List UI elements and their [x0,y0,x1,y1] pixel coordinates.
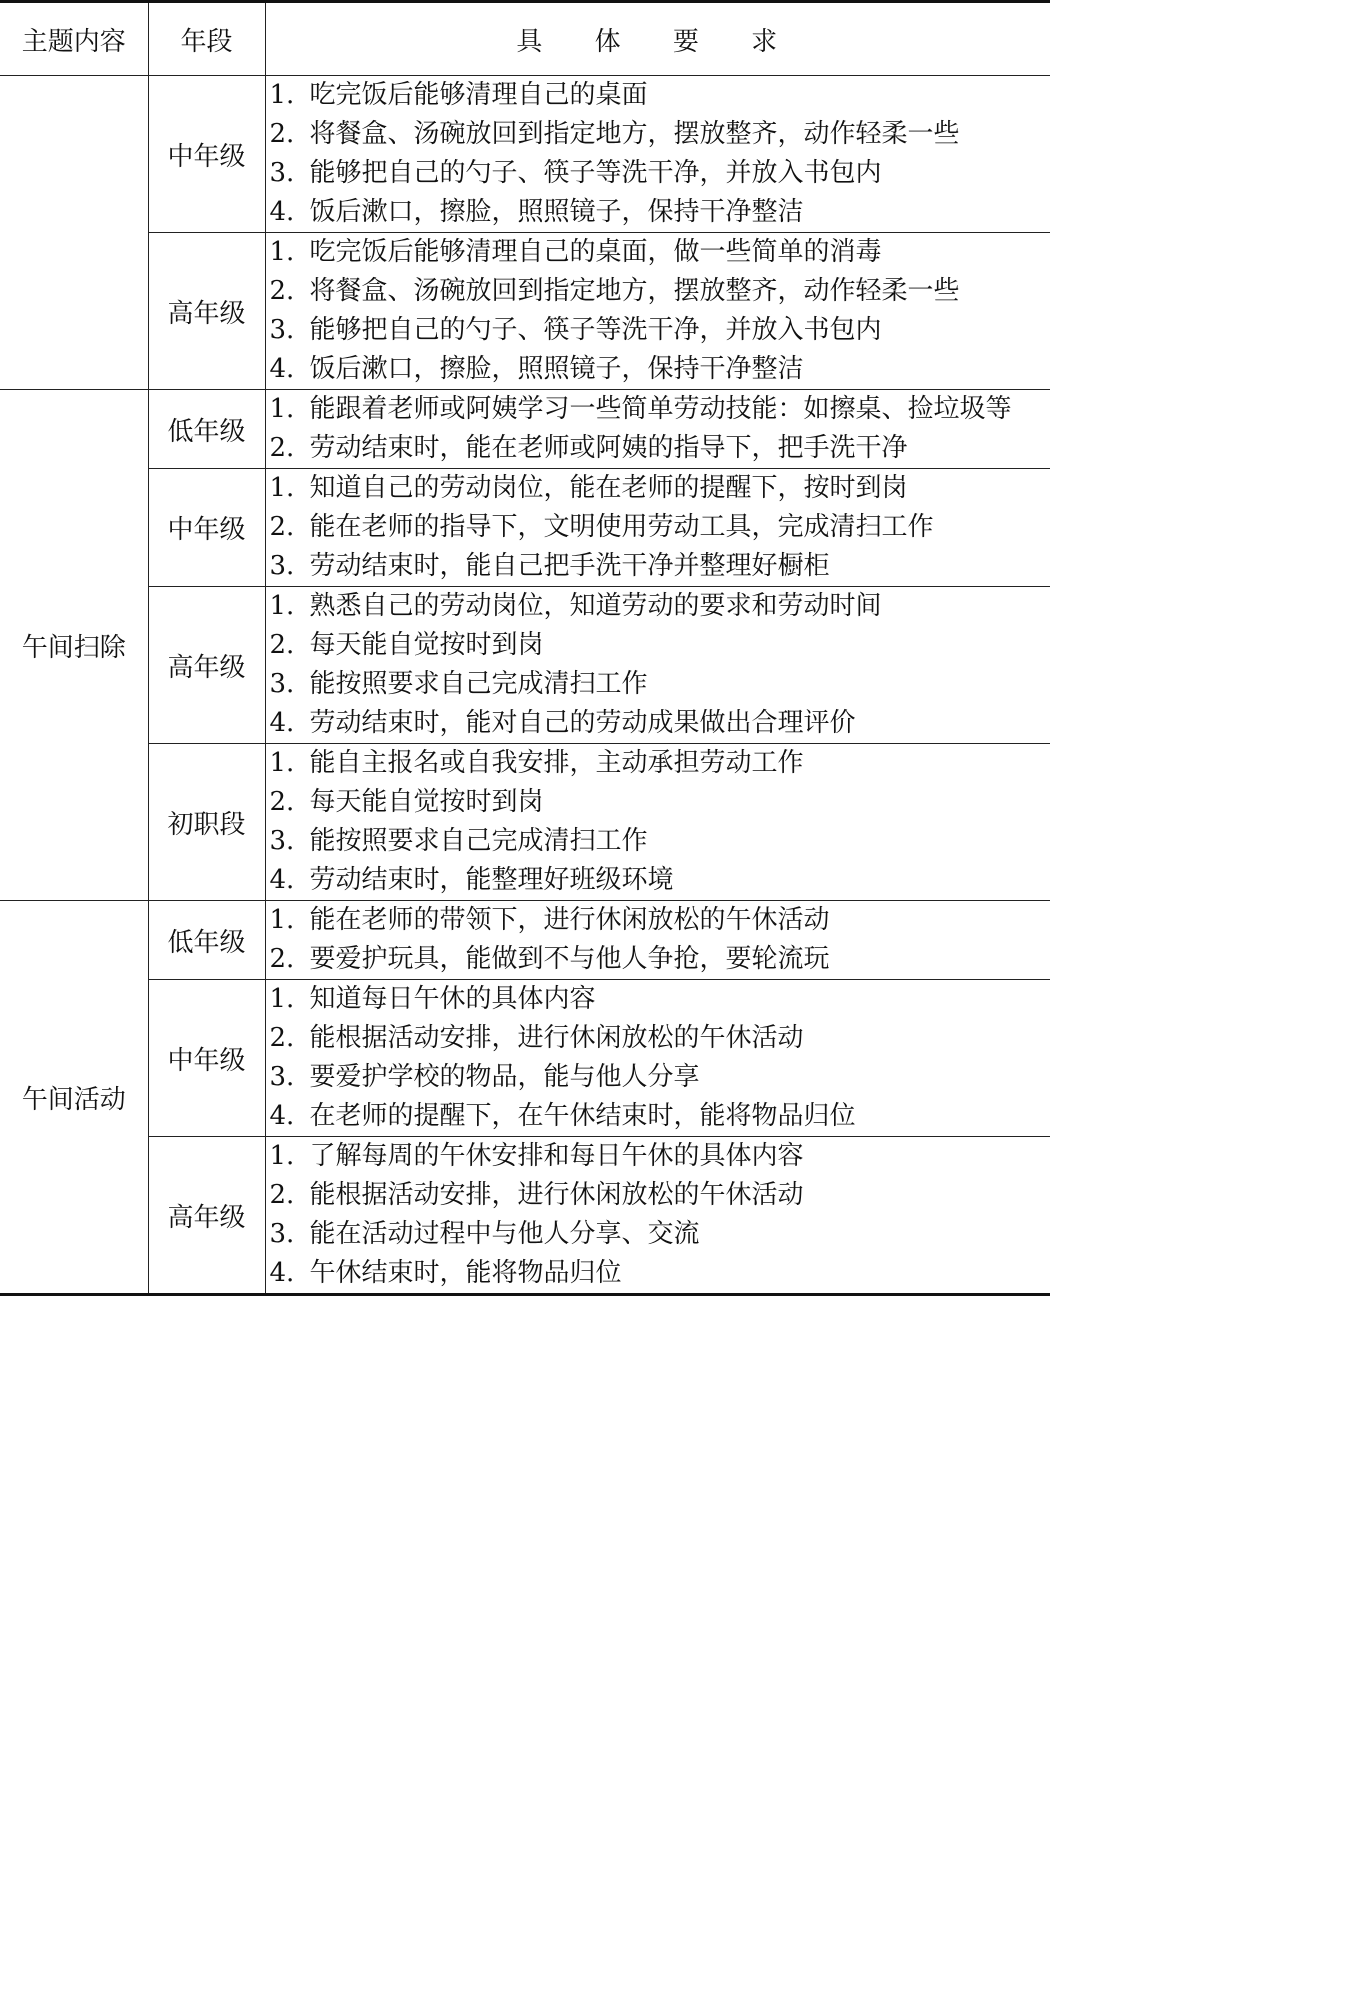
requirements-cell [265,744,1050,901]
item-text: 能够把自己的勺子、筷子等洗干净，并放入书包内 [309,315,882,345]
item-text: 能按照要求自己完成清扫工作 [309,669,648,699]
requirement-list [266,233,1051,389]
item-text: 能跟着老师或阿姨学习一些简单劳动技能：如擦桌、捡垃圾等 [309,394,1012,424]
item-text: 能在老师的带领下，进行休闲放松的午休活动 [309,905,830,935]
list-item [266,861,1051,900]
table-row [0,980,1050,1137]
grade-cell: 高年级 [148,1137,265,1295]
list-item [266,1137,1051,1176]
item-number: 4. [269,708,295,738]
requirement-list [266,1137,1051,1293]
grade-cell: 高年级 [148,233,265,390]
requirements-cell [265,76,1050,233]
requirement-list [266,76,1051,232]
grade-cell: 低年级 [148,390,265,469]
item-number: 1. [269,1141,295,1171]
list-item [266,704,1051,743]
item-number: 3. [269,669,295,699]
item-text: 午休结束时，能将物品归位 [309,1258,622,1288]
item-number: 2. [269,944,295,974]
table-row [0,1137,1050,1295]
topic-cell: 午间活动 [0,901,148,1295]
header-grade: 年段 [148,2,265,76]
list-item [266,744,1051,783]
item-text: 饭后漱口，擦脸，照照镜子，保持干净整洁 [309,197,804,227]
grade-cell: 中年级 [148,980,265,1137]
list-item [266,1254,1051,1293]
item-text: 熟悉自己的劳动岗位，知道劳动的要求和劳动时间 [309,591,882,621]
header-requirements: 具 体 要 求 [265,2,1050,76]
list-item [266,626,1051,665]
requirements-cell [265,390,1050,469]
item-text: 能根据活动安排，进行休闲放松的午休活动 [309,1023,804,1053]
item-number: 2. [269,512,295,542]
item-text: 吃完饭后能够清理自己的桌面，做一些简单的消毒 [309,237,882,267]
list-item [266,1019,1051,1058]
item-number: 3. [269,315,295,345]
item-text: 能够把自己的勺子、筷子等洗干净，并放入书包内 [309,158,882,188]
item-number: 1. [269,394,295,424]
list-item [266,233,1051,272]
table-row [0,744,1050,901]
list-item [266,901,1051,940]
grade-cell: 中年级 [148,469,265,587]
table-row [0,76,1050,233]
item-number: 3. [269,1062,295,1092]
topic-cell: 午间扫除 [0,390,148,901]
list-item [266,783,1051,822]
item-number: 4. [269,1258,295,1288]
item-text: 要爱护玩具，能做到不与他人争抢，要轮流玩 [309,944,830,974]
item-text: 能自主报名或自我安排，主动承担劳动工作 [309,748,804,778]
requirements-cell [265,980,1050,1137]
item-text: 在老师的提醒下，在午休结束时，能将物品归位 [309,1101,856,1131]
requirement-list [266,980,1051,1136]
item-text: 要爱护学校的物品，能与他人分享 [309,1062,700,1092]
item-text: 了解每周的午休安排和每日午休的具体内容 [309,1141,804,1171]
requirement-list [266,587,1051,743]
item-text: 将餐盒、汤碗放回到指定地方，摆放整齐，动作轻柔一些 [309,276,960,306]
list-item [266,587,1051,626]
table-row [0,469,1050,587]
requirement-list [266,390,1051,468]
item-text: 将餐盒、汤碗放回到指定地方，摆放整齐，动作轻柔一些 [309,119,960,149]
item-number: 4. [269,354,295,384]
requirements-cell [265,469,1050,587]
item-number: 1. [269,591,295,621]
list-item [266,115,1051,154]
item-text: 能根据活动安排，进行休闲放松的午休活动 [309,1180,804,1210]
item-text: 能按照要求自己完成清扫工作 [309,826,648,856]
grade-cell: 中年级 [148,76,265,233]
list-item [266,469,1051,508]
requirement-list [266,901,1051,979]
item-number: 2. [269,630,295,660]
item-text: 知道每日午休的具体内容 [309,984,596,1014]
item-text: 劳动结束时，能整理好班级环境 [309,865,674,895]
table-row [0,233,1050,390]
header-topic: 主题内容 [0,2,148,76]
item-text: 吃完饭后能够清理自己的桌面 [309,80,648,110]
item-number: 1. [269,80,295,110]
requirements-cell [265,233,1050,390]
item-number: 2. [269,119,295,149]
list-item [266,1176,1051,1215]
header-row [0,2,1050,76]
list-item [266,665,1051,704]
item-number: 3. [269,158,295,188]
item-number: 1. [269,473,295,503]
item-number: 1. [269,984,295,1014]
item-number: 1. [269,237,295,267]
item-text: 劳动结束时，能对自己的劳动成果做出合理评价 [309,708,856,738]
list-item [266,272,1051,311]
item-text: 能在老师的指导下，文明使用劳动工具，完成清扫工作 [309,512,934,542]
list-item [266,980,1051,1019]
item-text: 知道自己的劳动岗位，能在老师的提醒下，按时到岗 [309,473,908,503]
requirement-list [266,744,1051,900]
list-item [266,390,1051,429]
item-number: 2. [269,1023,295,1053]
item-text: 劳动结束时，能在老师或阿姨的指导下，把手洗干净 [309,433,908,463]
list-item [266,547,1051,586]
item-number: 2. [269,1180,295,1210]
requirement-list [266,469,1051,586]
grade-cell: 初职段 [148,744,265,901]
item-number: 4. [269,865,295,895]
item-number: 2. [269,787,295,817]
item-number: 3. [269,551,295,581]
list-item [266,76,1051,115]
grade-cell: 低年级 [148,901,265,980]
item-text: 每天能自觉按时到岗 [309,630,544,660]
list-item [266,822,1051,861]
list-item [266,154,1051,193]
item-number: 2. [269,433,295,463]
list-item [266,940,1051,979]
item-number: 1. [269,748,295,778]
list-item [266,429,1051,468]
requirements-cell [265,587,1050,744]
item-number: 3. [269,826,295,856]
item-number: 4. [269,1101,295,1131]
table-row [0,390,1050,469]
item-text: 劳动结束时，能自己把手洗干净并整理好橱柜 [309,551,830,581]
list-item [266,1097,1051,1136]
table-row [0,587,1050,744]
requirements-cell [265,1137,1050,1295]
item-number: 2. [269,276,295,306]
grade-cell: 高年级 [148,587,265,744]
list-item [266,508,1051,547]
list-item [266,350,1051,389]
topic-cell [0,76,148,390]
list-item [266,311,1051,350]
item-text: 每天能自觉按时到岗 [309,787,544,817]
item-text: 饭后漱口，擦脸，照照镜子，保持干净整洁 [309,354,804,384]
item-number: 1. [269,905,295,935]
list-item [266,193,1051,232]
requirements-cell [265,901,1050,980]
item-number: 3. [269,1219,295,1249]
requirements-table [0,0,1050,1296]
table-row [0,901,1050,980]
list-item [266,1215,1051,1254]
item-text: 能在活动过程中与他人分享、交流 [309,1219,700,1249]
item-number: 4. [269,197,295,227]
list-item [266,1058,1051,1097]
